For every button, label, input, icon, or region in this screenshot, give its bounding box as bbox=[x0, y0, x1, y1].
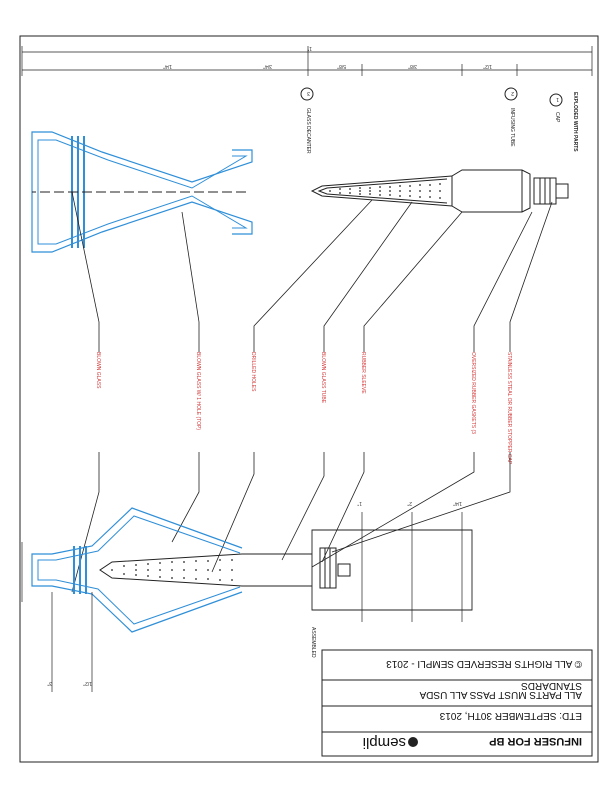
part-number-2-icon bbox=[505, 88, 517, 100]
exploded-header-label: EXPLODED WITH PARTS bbox=[572, 92, 578, 152]
drilled-holes-exploded bbox=[329, 183, 441, 199]
dim-g: 2" bbox=[407, 500, 412, 506]
part-infusing-tube bbox=[312, 88, 530, 212]
part-glass-decanter bbox=[32, 88, 313, 252]
dim-h: 1" bbox=[357, 500, 362, 506]
assembled-label: ASSEMBLED bbox=[310, 627, 316, 658]
brand-logo-text: sempli bbox=[362, 734, 406, 751]
title-block bbox=[322, 650, 592, 756]
part-number-3: 3 bbox=[307, 90, 310, 96]
dim-i: 3" bbox=[47, 680, 52, 686]
callout-tube: BLOWN GLASS TUBE bbox=[320, 352, 326, 404]
standards-line-1: ALL PARTS MUST PASS ALL USDA bbox=[419, 689, 582, 700]
dim-f: 1/4" bbox=[453, 500, 462, 506]
part-number-3-icon bbox=[301, 88, 313, 100]
dim-j: 1/2" bbox=[83, 680, 92, 686]
dim-b: 1/2" bbox=[483, 63, 492, 69]
brand-logo-icon bbox=[408, 737, 418, 747]
callout-glass: BLOWN GLASS bbox=[95, 352, 101, 389]
callout-top: BLOWN GLASS W/ 1 HOLE (TOP) bbox=[195, 352, 201, 430]
part-number-1: 1 bbox=[556, 96, 559, 102]
dim-d: 3/4" bbox=[263, 63, 272, 69]
part-number-1-icon bbox=[550, 94, 562, 106]
dim-e: 5/8" bbox=[337, 63, 346, 69]
standards-line-2: STANDARDS bbox=[521, 680, 582, 691]
callout-gaskets: OVERSIZED RUBBER GASKETS (3 bbox=[470, 352, 476, 434]
part-cap bbox=[534, 94, 568, 204]
part-number-2: 2 bbox=[511, 90, 514, 96]
drawing-title: INFUSER FOR BP bbox=[489, 735, 582, 747]
callout-sleeve: RUBBER SLEEVE bbox=[360, 352, 366, 394]
part-name-2: INFUSING TUBE bbox=[509, 108, 515, 147]
drilled-holes-assembled bbox=[111, 559, 233, 581]
callout-stopper: STAINLESS STEAL OR RUBBER STOPPER CAP bbox=[506, 352, 512, 465]
dim-overall: 1" bbox=[307, 45, 312, 51]
part-name-1: CAP bbox=[554, 112, 560, 123]
dim-a: 3/8" bbox=[408, 63, 417, 69]
callout-holes: DRILLED HOLES bbox=[250, 352, 256, 392]
part-name-3: GLASS DECANTER bbox=[305, 108, 311, 154]
exploded-dimensions bbox=[22, 46, 592, 76]
copyright-text: © ALL RIGHTS RESERVED SEMPLI - 2013 bbox=[386, 658, 582, 669]
dim-c: 1/4" bbox=[163, 63, 172, 69]
etd-text: ETD: SEPTEMBER 30TH, 2013 bbox=[439, 710, 582, 721]
